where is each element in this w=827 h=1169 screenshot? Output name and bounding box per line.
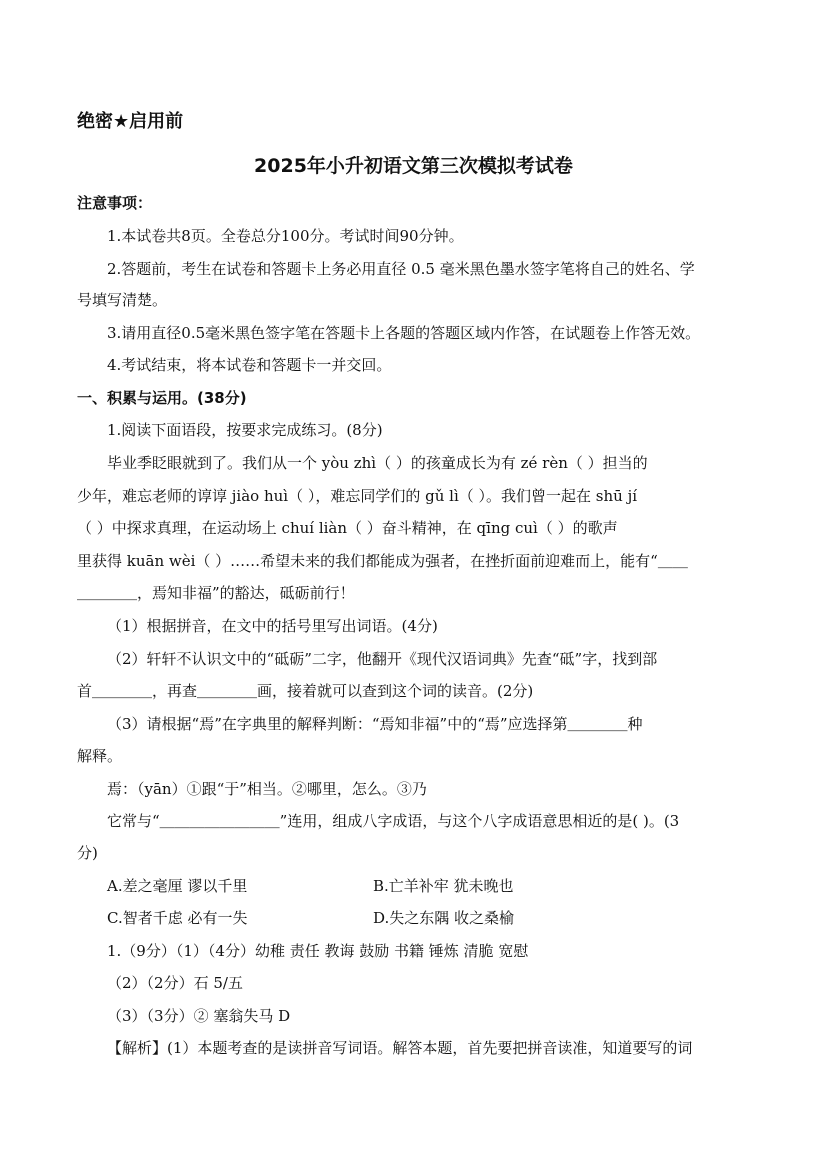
page-title: 2025年小升初语文第三次模拟考试卷 (254, 155, 573, 177)
passage-line: 毕业季眨眼就到了。我们从一个 yòu zhì（ ）的孩童成长为有 zé rèn（ ）担当的 (107, 454, 648, 472)
notice-heading: 注意事项： (77, 194, 153, 212)
answer-line: 1.（9分）（1）（4分）幼稚 责任 教诲 鼓励 书籍 锤炼 清脆 宽慰 (107, 942, 529, 960)
definition-line: 焉：（yān）①跟“于”相当。②哪里，怎么。③乃 (107, 780, 427, 798)
notice-item: 2.答题前，考生在试卷和答题卡上务必用直径 0.5 毫米黑色墨水签字笔将自己的姓名、学 (107, 260, 695, 278)
sub-question: 它常与“＿＿＿＿＿＿＿＿”连用，组成八字成语，与这个八字成语意思相近的是( )。(3 (107, 812, 680, 830)
choice-a: A.差之毫厘 谬以千里 (107, 877, 248, 895)
sub-question: 首＿＿＿＿，再查＿＿＿＿画，接着就可以查到这个词的读音。(2分) (77, 682, 534, 700)
question-prompt: 1.阅读下面语段，按要求完成练习。(8分) (107, 421, 383, 439)
section-heading: 一、积累与运用。(38分) (77, 389, 247, 407)
passage-line: ＿＿＿＿，焉知非福”的豁达，砥砺前行！ (77, 584, 355, 602)
sub-question: 解释。 (77, 747, 123, 765)
answer-line: （2）（2分）石 5/五 (107, 974, 243, 992)
choice-c: C.智者千虑 必有一失 (107, 909, 248, 927)
passage-line: （ ）中探求真理，在运动场上 chuí liàn（ ）奋斗精神，在 qīng cuì（ ）的歌声 (77, 519, 618, 537)
sub-question: （3）请根据“焉”在字典里的解释判断：“焉知非福”中的“焉”应选择第＿＿＿＿种 (107, 715, 643, 733)
passage-line: 少年，难忘老师的谆谆 jiào huì（ ），难忘同学们的 gǔ lì（ ）。我们曾一起在 shū jí (77, 487, 638, 505)
notice-item: 号填写清楚。 (77, 291, 168, 309)
choice-b: B.亡羊补牢 犹未晚也 (373, 877, 514, 895)
analysis-line: 【解析】(1）本题考查的是读拼音写词语。解答本题，首先要把拼音读准，知道要写的词 (107, 1039, 693, 1057)
notice-item: 4.考试结束，将本试卷和答题卡一并交回。 (107, 356, 392, 374)
sub-question: 分) (77, 844, 98, 862)
sub-question: （2）轩轩不认识文中的“砥砺”二字，他翻开《现代汉语词典》先查“砥”字，找到部 (107, 650, 658, 668)
notice-item: 1.本试卷共8页。全卷总分100分。考试时间90分钟。 (107, 227, 464, 245)
notice-item: 3.请用直径0.5毫米黑色签字笔在答题卡上各题的答题区域内作答，在试题卷上作答无效。 (107, 324, 701, 342)
passage-line: 里获得 kuān wèi（ ）……希望未来的我们都能成为强者，在挫折面前迎难而上，能有“＿＿ (77, 552, 688, 570)
choice-d: D.失之东隅 收之桑榆 (373, 909, 515, 927)
answer-line: （3）（3分）② 塞翁失马 D (107, 1007, 291, 1025)
secret-label: 绝密★启用前 (77, 111, 184, 132)
sub-question: （1）根据拼音，在文中的括号里写出词语。(4分) (107, 617, 438, 635)
